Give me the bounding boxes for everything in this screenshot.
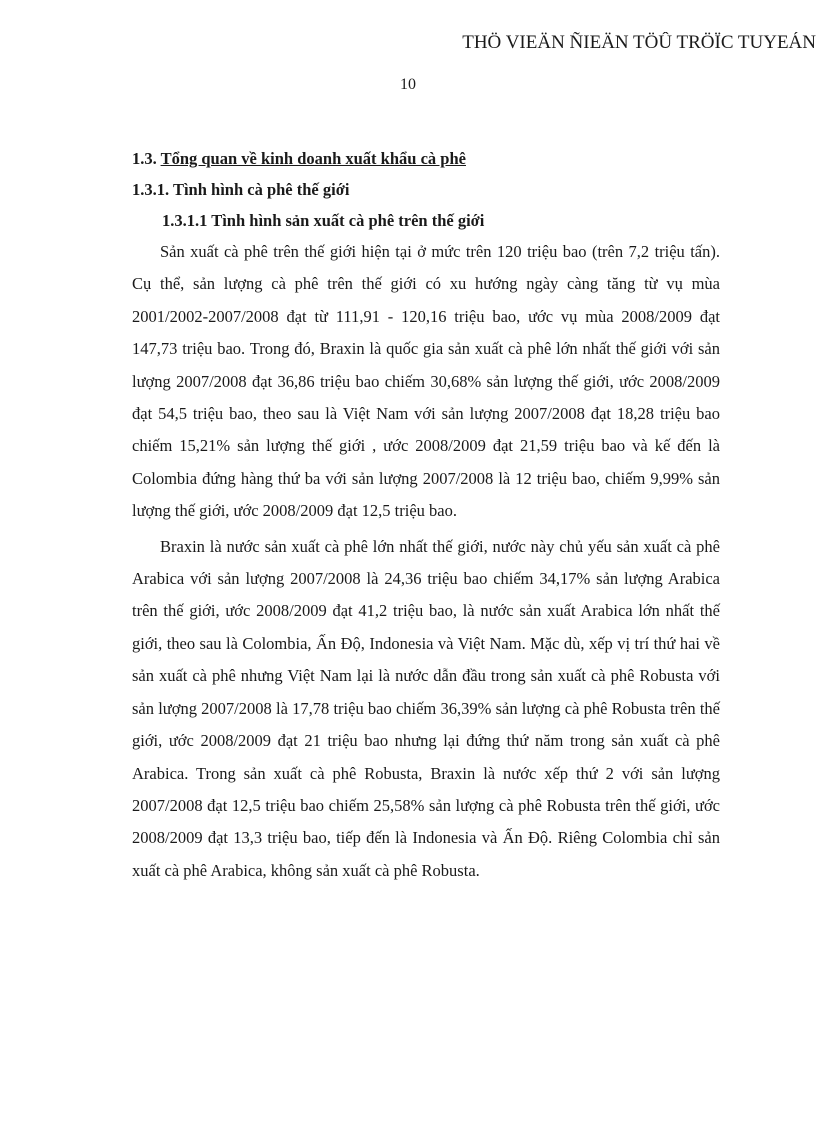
page-number: 10: [400, 76, 416, 93]
header-banner: THÖ VIEÄN ÑIEÄN TÖÛ TRÖÏC TUYEÁN: [462, 32, 816, 53]
paragraph-brazil-vietnam: Braxin là nước sản xuất cà phê lớn nhất thế giới, nước này chủ yếu sản xuất cà phê Arabica với sản lượng 2007/2008 là 24,36 triệu bao chiếm 34,17% sản lượng Arabica trên thế giới, ước 2008/2009 đạt 41,2 triệu bao, là nước sản xuất Arabica lớn nhất thế giới, theo sau là Colombia, Ấn Độ, Indonesia và Việt Nam. Mặc dù, xếp vị trí thứ hai về sản xuất cà phê nhưng Việt Nam lại là nước dẫn đầu trong sản xuất cà phê Robusta với sản lượng 2007/2008 là 17,78 triệu bao chiếm 36,39% sản lượng cà phê Robusta trên thế giới, ước 2008/2009 đạt 21 triệu bao nhưng lại đứng thứ năm trong sản xuất cà phê Arabica. Trong sản xuất cà phê Robusta, Braxin là nước xếp thứ 2 với sản lượng 2007/2008 đạt 12,5 triệu bao chiếm 25,58% sản lượng cà phê Robusta trên thế giới, ước 2008/2009 đạt 13,3 triệu bao, tiếp đến là Indonesia và Ấn Độ. Riêng Colombia chỉ sản xuất cà phê Arabica, không sản xuất cà phê Robusta.: [132, 536, 720, 880]
section-heading: [132, 143, 720, 174]
subsection-heading: 1.3.1. Tình hình cà phê thế giới: [132, 180, 350, 199]
section-number: 1.3.: [132, 149, 161, 168]
page-content: [132, 143, 720, 887]
paragraph-production-overview: Sản xuất cà phê trên thế giới hiện tại ở mức trên 120 triệu bao (trên 7,2 triệu tấn). Cụ thể, sản lượng cà phê trên thế giới có xu hướng ngày càng tăng từ vụ mùa 2001/2002-2007/2008 đạt từ 111,91 - 120,16 triệu bao, ước vụ mùa 2008/2009 đạt 147,73 triệu bao. Trong đó, Braxin là quốc gia sản xuất cà phê lớn nhất thế giới với sản lượng 2007/2008 đạt 36,86 triệu bao chiếm 30,68% sản lượng thế giới, ước 2008/2009 đạt 54,5 triệu bao, theo sau là Việt Nam với sản lượng 2007/2008 đạt 18,28 triệu bao chiếm 15,21% sản lượng thế giới , ước 2008/2009 đạt 21,59 triệu bao và kế đến là Colombia đứng hàng thứ ba với sản lượng 2007/2008 là 12 triệu bao, chiếm 9,99% sản lượng thế giới, ước 2008/2009 đạt 12,5 triệu bao.: [132, 242, 720, 521]
subsubsection-heading: 1.3.1.1 Tình hình sản xuất cà phê trên thế giới: [162, 211, 485, 230]
section-title: Tổng quan về kinh doanh xuất khẩu cà phê: [160, 149, 466, 168]
